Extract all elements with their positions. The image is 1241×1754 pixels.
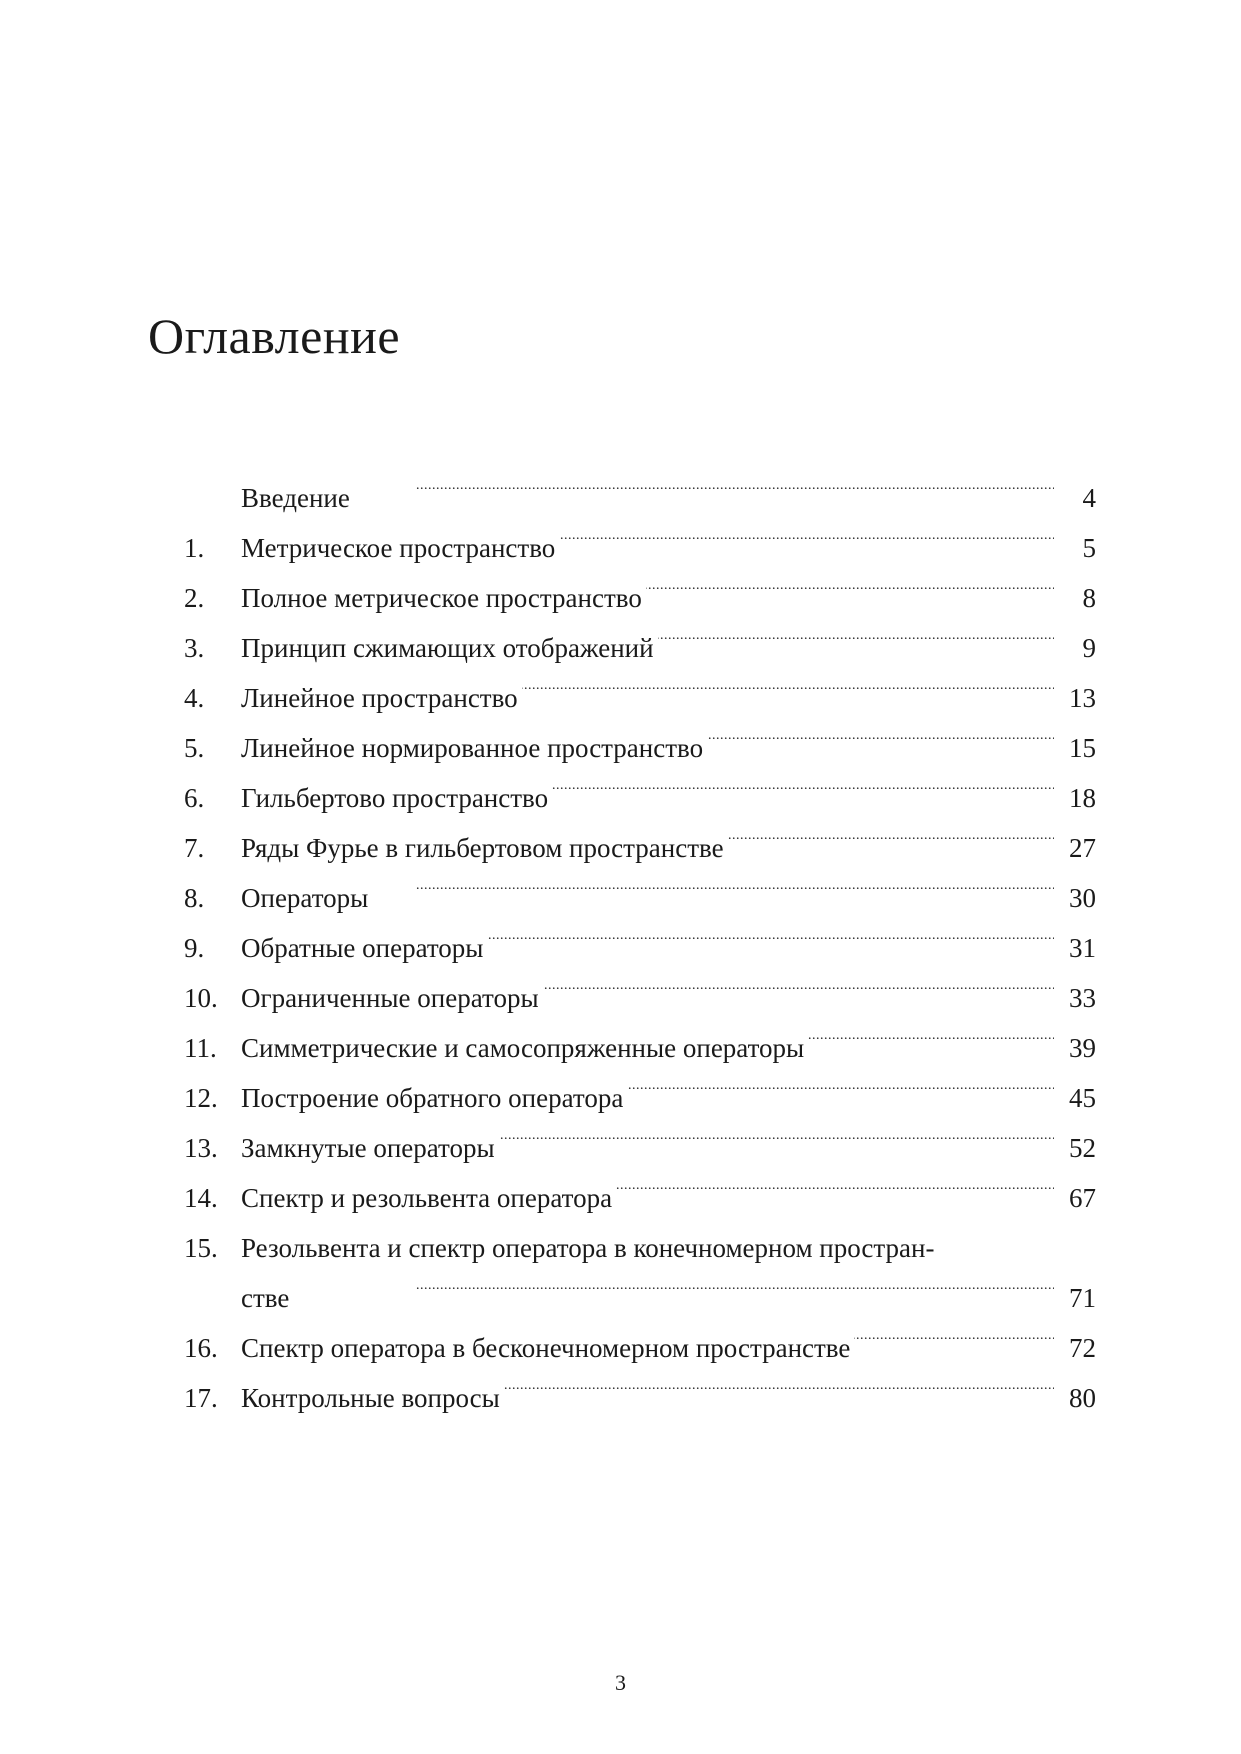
- toc-entry-page: 39: [1069, 1033, 1096, 1063]
- toc-entry-page: 9: [1082, 633, 1096, 663]
- toc-entry-number: 12.: [184, 1083, 218, 1113]
- toc-leader-dots: [658, 607, 1054, 657]
- toc-entry-page: 4: [1082, 483, 1096, 513]
- toc-leader-dots: [808, 1007, 1054, 1057]
- toc-entry-page: 18: [1069, 783, 1096, 813]
- toc-entry-page: 13: [1069, 683, 1096, 713]
- toc-leader-dots: [616, 1157, 1054, 1207]
- toc-entry-number: 3.: [184, 633, 205, 663]
- toc-entry-title: Резольвента и спектр оператора в конечномерном простран-: [241, 1233, 935, 1263]
- toc-entry-page: 31: [1069, 933, 1096, 963]
- toc-entry-number: 10.: [184, 983, 218, 1013]
- toc-leader-dots: [707, 707, 1054, 757]
- toc-entry-number: 13.: [184, 1133, 218, 1163]
- toc-leader-dots: [728, 807, 1054, 857]
- toc-entry-number: 15.: [184, 1233, 218, 1263]
- toc-leader-dots: [487, 907, 1054, 957]
- toc-entry-title: Принцип сжимающих отображений: [241, 633, 654, 663]
- toc-leader-dots: [293, 1257, 1054, 1307]
- toc-entry-page: 27: [1069, 833, 1096, 863]
- toc-entry-title: Симметрические и самосопряженные операторы: [241, 1033, 805, 1063]
- toc-entry-number: 8.: [184, 883, 205, 913]
- toc-entry-number: 17.: [184, 1383, 218, 1413]
- toc-leader-dots: [543, 957, 1054, 1007]
- toc-entry-title: Ряды Фурье в гильбертовом пространстве: [241, 833, 724, 863]
- toc-entry-page: 80: [1069, 1383, 1096, 1413]
- toc-entry-title: Линейное пространство: [241, 683, 518, 713]
- toc-entry-number: 11.: [184, 1033, 217, 1063]
- toc-entry-page: 45: [1069, 1083, 1096, 1113]
- toc-leader-dots: [646, 557, 1054, 607]
- toc-entry-number: 6.: [184, 783, 205, 813]
- toc-entry-number: 14.: [184, 1183, 218, 1213]
- table-of-contents: [184, 457, 1096, 1413]
- toc-leader-dots: [499, 1107, 1054, 1157]
- toc-entry-page: 72: [1069, 1333, 1096, 1363]
- toc-entry[interactable]: [184, 457, 1096, 513]
- toc-leader-dots: [504, 1357, 1054, 1407]
- toc-leader-dots: [522, 657, 1054, 707]
- toc-entry-page: 5: [1082, 533, 1096, 563]
- toc-entry-title: Замкнутые операторы: [241, 1133, 495, 1163]
- toc-entry-title: Полное метрическое пространство: [241, 583, 642, 613]
- toc-entry-title: стве: [241, 1283, 290, 1313]
- toc-leader-dots: [372, 857, 1054, 907]
- toc-entry-number: 4.: [184, 683, 205, 713]
- toc-leader-dots: [354, 457, 1054, 507]
- toc-entry-title: Спектр и резольвента оператора: [241, 1183, 613, 1213]
- toc-entry-number: 5.: [184, 733, 205, 763]
- toc-leader-dots: [559, 507, 1054, 557]
- toc-leader-dots: [552, 757, 1054, 807]
- page-title: Оглавление: [148, 308, 401, 364]
- toc-entry-page: 52: [1069, 1133, 1096, 1163]
- toc-entry-title: Контрольные вопросы: [241, 1383, 500, 1413]
- toc-entry-number: 9.: [184, 933, 205, 963]
- toc-entry-title: Спектр оператора в бесконечномерном пространстве: [241, 1333, 851, 1363]
- toc-entry-page: 30: [1069, 883, 1096, 913]
- toc-entry-number: 7.: [184, 833, 205, 863]
- toc-entry-title: Обратные операторы: [241, 933, 484, 963]
- toc-entry-title: Ограниченные операторы: [241, 983, 539, 1013]
- toc-entry-number: 2.: [184, 583, 205, 613]
- page-number: 3: [615, 1670, 626, 1695]
- toc-entry-title: Гильбертово пространство: [241, 783, 549, 813]
- toc-entry-page: 71: [1069, 1283, 1096, 1313]
- toc-entry-page: 67: [1069, 1183, 1096, 1213]
- toc-entry-title: Линейное нормированное пространство: [241, 733, 704, 763]
- toc-entry-page: 33: [1069, 983, 1096, 1013]
- toc-entry-number: 16.: [184, 1333, 218, 1363]
- toc-entry-number: 1.: [184, 533, 205, 563]
- toc-entry-title: Введение: [241, 483, 350, 513]
- toc-entry[interactable]: [184, 1307, 1096, 1363]
- toc-entry-title: Метрическое пространство: [241, 533, 556, 563]
- toc-entry-continuation[interactable]: [184, 1257, 1096, 1313]
- toc-entry-title: Построение обратного оператора: [241, 1083, 624, 1113]
- toc-entry-page: 15: [1069, 733, 1096, 763]
- toc-leader-dots: [627, 1057, 1054, 1107]
- toc-leader-dots: [854, 1307, 1054, 1357]
- toc-entry-page: 8: [1082, 583, 1096, 613]
- toc-entry-title: Операторы: [241, 883, 369, 913]
